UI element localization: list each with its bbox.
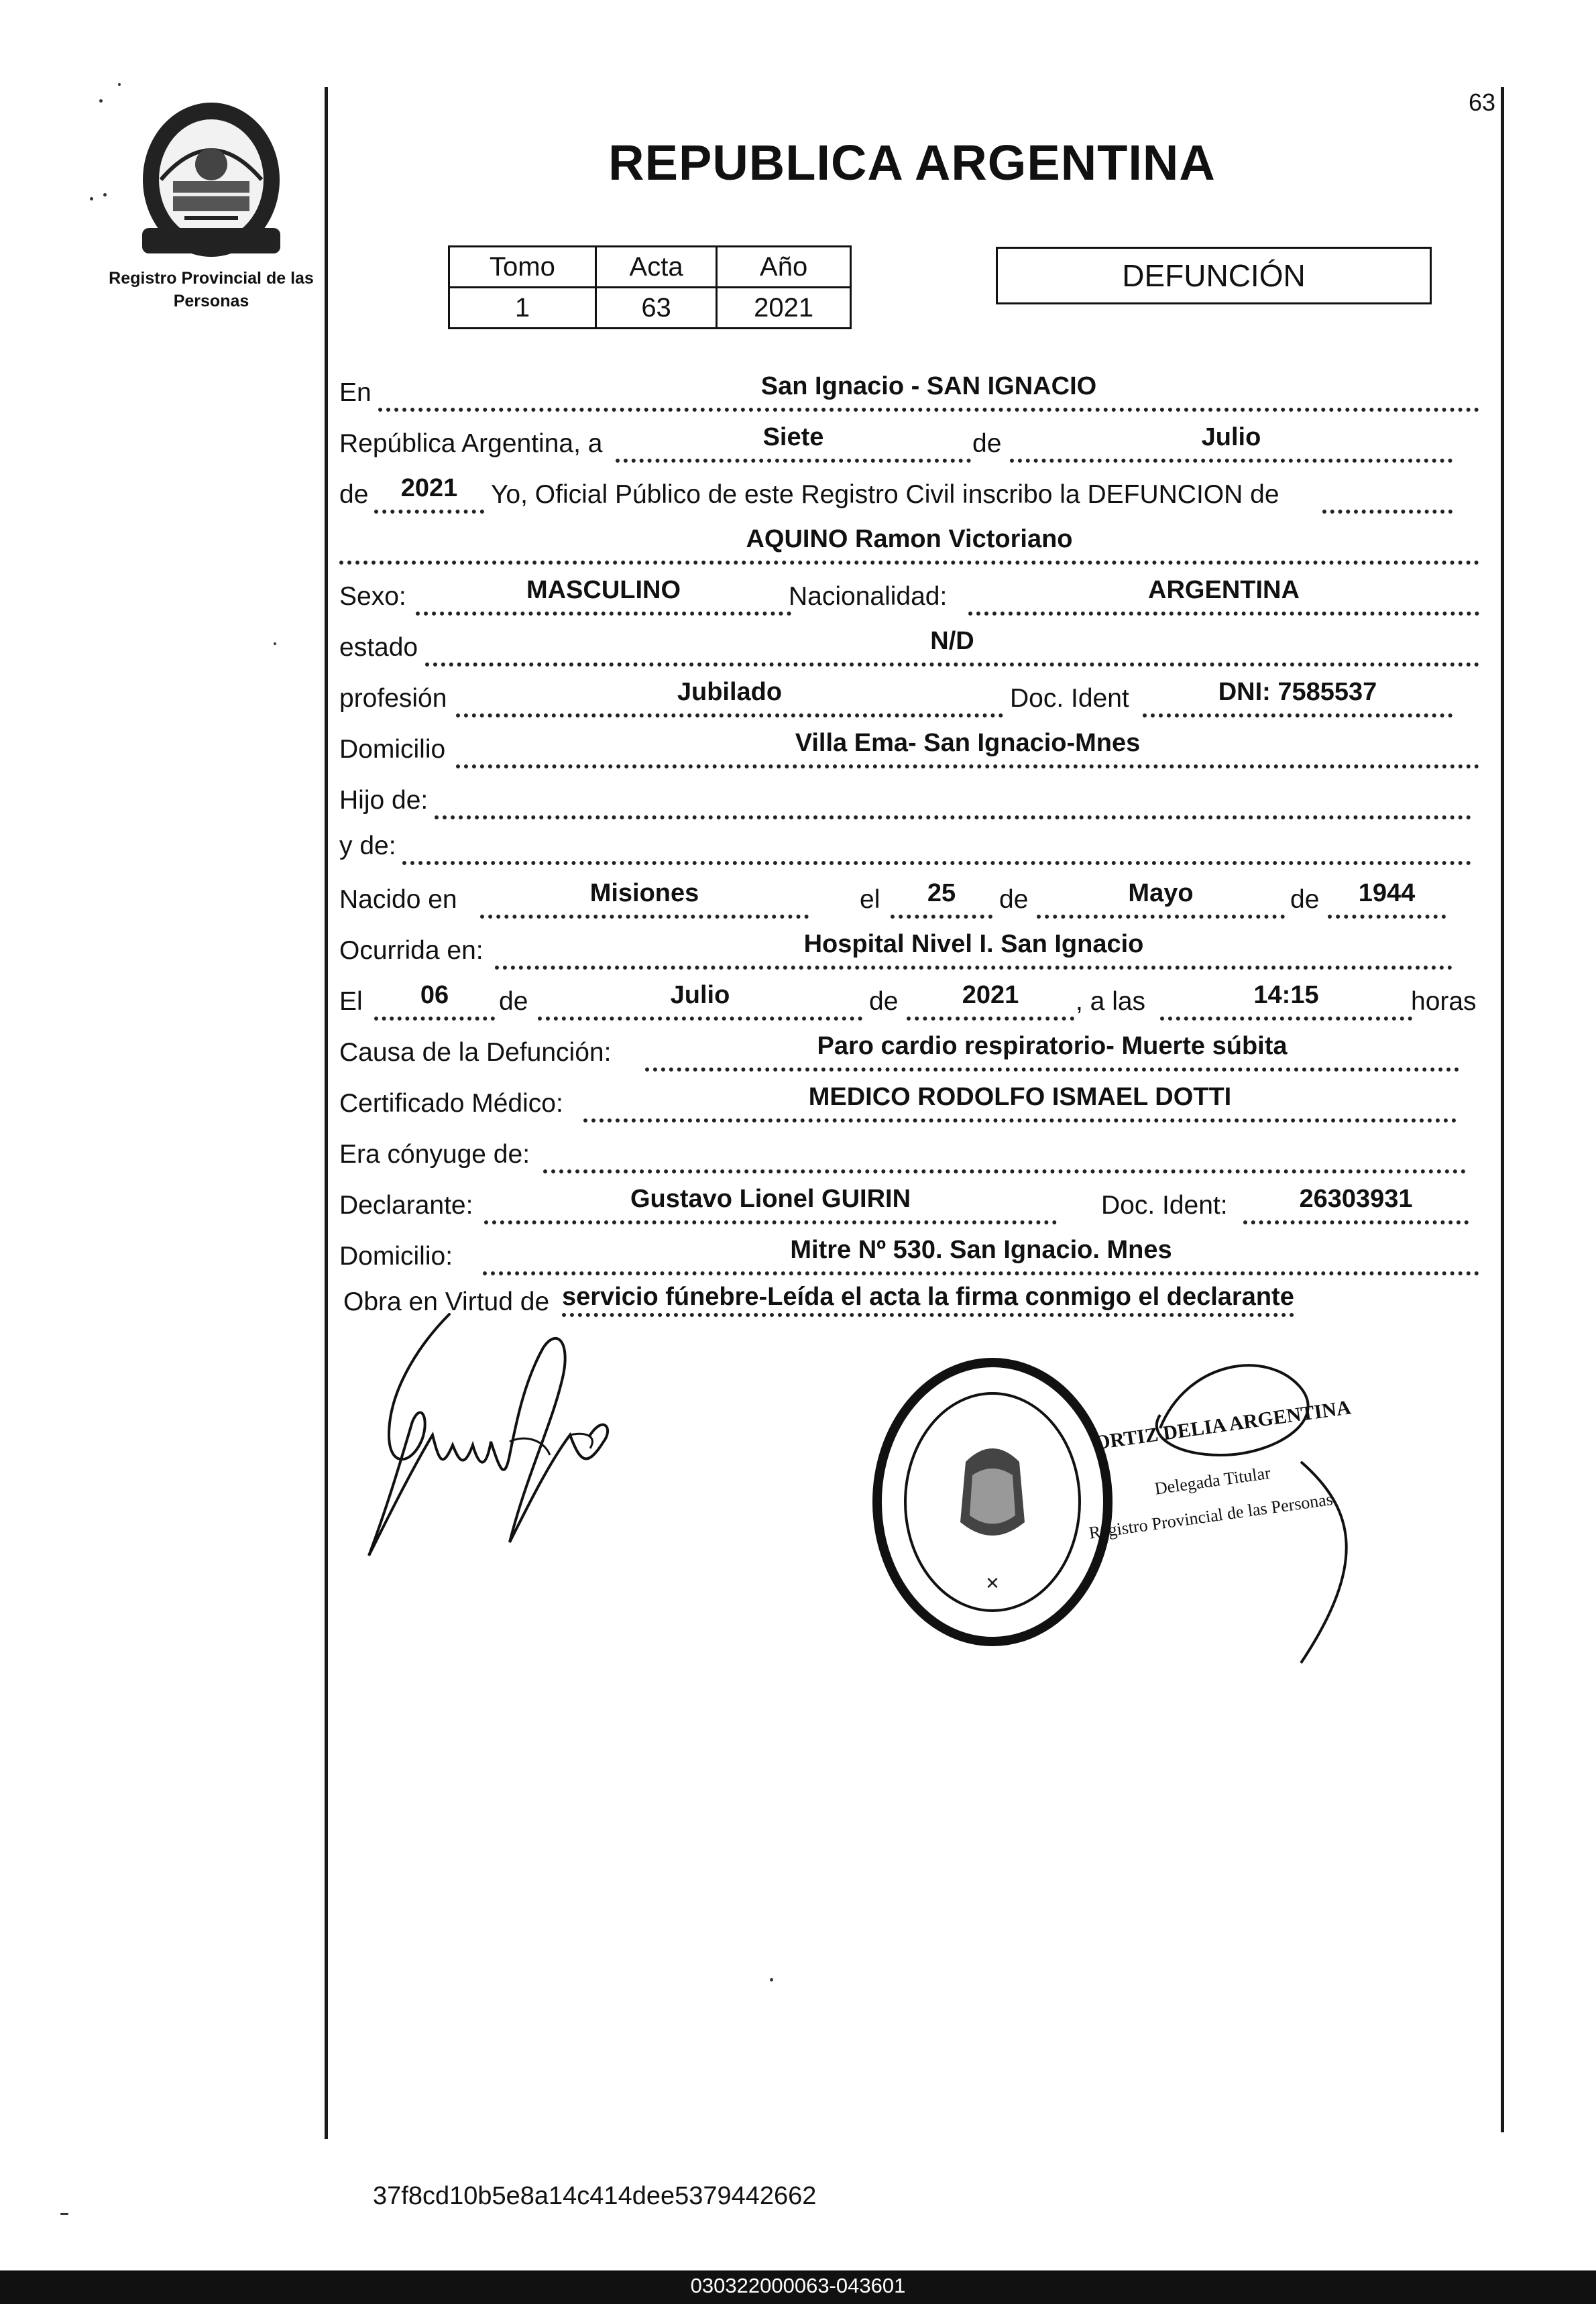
nacido-field: [480, 880, 809, 919]
month-field: [1010, 424, 1452, 463]
nacionalidad-label: Nacionalidad:: [789, 582, 948, 611]
document-code: 030322000063-043601: [690, 2274, 906, 2297]
official-seal: [872, 1348, 1435, 1670]
row-nacido: [339, 881, 1479, 919]
death-el-label: El: [339, 987, 363, 1016]
death-month-field: [538, 982, 862, 1021]
declarante-domicilio-field: [483, 1236, 1479, 1275]
row-name: [339, 527, 1479, 565]
row-republica: [339, 425, 1479, 463]
row-profesion: [339, 680, 1479, 717]
record-table-header-acta: Acta: [595, 247, 716, 288]
declarante-doc-value: 26303931: [1299, 1185, 1413, 1213]
day-value: Siete: [762, 423, 824, 451]
declarante-label: Declarante:: [339, 1191, 473, 1220]
birth-day-field: [891, 880, 992, 919]
year-de-label: de: [339, 480, 369, 509]
scan-speck: [118, 83, 121, 86]
row-declarante: [339, 1187, 1479, 1224]
death-alas-label: , a las: [1076, 987, 1146, 1016]
death-year-value: 2021: [962, 981, 1019, 1009]
month-de-label: de: [972, 429, 1002, 458]
page-number: 63: [1468, 89, 1495, 116]
birth-de-label: de: [999, 885, 1029, 914]
document-hash: 37f8cd10b5e8a14c414dee5379442662: [373, 2182, 817, 2210]
profesion-value: Jubilado: [677, 678, 783, 706]
declarant-signature: [349, 1301, 657, 1582]
birth-year-value: 1944: [1358, 879, 1416, 907]
causa-value: Paro cardio respiratorio- Muerte súbita: [817, 1032, 1288, 1060]
record-table-header-anio: Año: [717, 247, 851, 288]
nacionalidad-value: ARGENTINA: [1148, 576, 1300, 604]
obra-label: Obra en Virtud de: [343, 1287, 550, 1316]
en-value: San Ignacio - SAN IGNACIO: [760, 372, 1097, 400]
svg-text:✕: ✕: [985, 1574, 1000, 1593]
sexo-label: Sexo:: [339, 582, 406, 611]
month-value: Julio: [1201, 423, 1261, 451]
row-estado: [339, 629, 1479, 667]
death-time-value: 14:15: [1253, 981, 1319, 1009]
row-declarante-domicilio: [339, 1238, 1479, 1275]
scan-speck: [60, 2213, 68, 2215]
nacido-value: Misiones: [589, 879, 699, 907]
certificado-value: MEDICO RODOLFO ISMAEL DOTTI: [808, 1083, 1232, 1111]
year-field: [374, 475, 484, 514]
official-stamp-area: [872, 1348, 1435, 1670]
ocurrida-field: [495, 931, 1452, 970]
declarante-field: [484, 1186, 1057, 1224]
obra-value: servicio fúnebre-Leída el acta la firma conmigo el declarante: [562, 1283, 1294, 1317]
birth-de2-label: de: [1290, 885, 1320, 914]
conyuge-label: Era cónyuge de:: [339, 1140, 530, 1169]
birth-month-value: Mayo: [1128, 879, 1194, 907]
domicilio-field: [456, 730, 1479, 768]
row-ocurrida: [339, 932, 1479, 970]
inscribo-trailing-field: [1322, 475, 1452, 514]
doc-ident-field: [1143, 679, 1452, 717]
row-causa: [339, 1034, 1479, 1072]
province-logo: [134, 94, 288, 262]
nacionalidad-field: [968, 577, 1479, 616]
death-day-field: [374, 982, 495, 1021]
footer-bar: [0, 2270, 1596, 2304]
official-registry: Registro Provincial de las Personas: [1088, 1489, 1334, 1543]
scan-speck: [770, 1978, 773, 1981]
horas-label: horas: [1411, 987, 1477, 1016]
declarante-doc-field: [1243, 1186, 1469, 1224]
causa-label: Causa de la Defunción:: [339, 1038, 612, 1067]
death-time-field: [1160, 982, 1412, 1021]
declarante-value: Gustavo Lionel GUIRIN: [630, 1185, 911, 1213]
yde-field: [402, 826, 1471, 865]
ocurrida-label: Ocurrida en:: [339, 936, 483, 965]
death-day-value: 06: [420, 981, 449, 1009]
left-margin-line: [325, 87, 328, 2139]
row-sexo: [339, 578, 1479, 616]
inscribo-text: Yo, Oficial Público de este Registro Civil inscribo la DEFUNCION de: [491, 480, 1279, 509]
row-hijo: [339, 782, 1479, 819]
en-label: En: [339, 378, 372, 407]
row-conyuge: [339, 1136, 1479, 1173]
death-year-field: [907, 982, 1074, 1021]
doc-ident-label: Doc. Ident: [1010, 684, 1129, 713]
year-value: 2021: [400, 474, 458, 502]
en-field: [378, 373, 1479, 412]
conyuge-field: [543, 1135, 1466, 1173]
death-de2-label: de: [869, 987, 899, 1016]
estado-field: [425, 628, 1479, 667]
row-yde: [339, 827, 1479, 865]
day-field: [616, 424, 971, 463]
estado-value: N/D: [930, 627, 974, 655]
scan-speck: [274, 642, 276, 645]
birth-day-value: 25: [927, 879, 956, 907]
declarante-domicilio-value: Mitre Nº 530. San Ignacio. Mnes: [790, 1236, 1172, 1264]
doc-ident-value: DNI: 7585537: [1218, 678, 1377, 706]
estado-label: estado: [339, 633, 418, 662]
birth-month-field: [1037, 880, 1285, 919]
death-de-label: de: [499, 987, 528, 1016]
record-table-acta-value: 63: [595, 288, 716, 329]
yde-label: y de:: [339, 831, 396, 860]
hijo-field: [435, 781, 1471, 819]
row-year-inscribo: [339, 476, 1479, 514]
nacido-label: Nacido en: [339, 885, 457, 914]
row-certificado: [339, 1085, 1479, 1122]
registry-name: Registro Provincial de las Personas: [109, 269, 314, 310]
republica-label: República Argentina, a: [339, 429, 603, 458]
document-title: REPUBLICA ARGENTINA: [608, 135, 1216, 190]
official-role: Delegada Titular: [1153, 1462, 1272, 1499]
row-death-date: [339, 983, 1479, 1021]
record-table-header-tomo: Tomo: [449, 247, 596, 288]
sexo-value: MASCULINO: [526, 576, 681, 604]
scan-speck: [90, 197, 93, 200]
name-field: [339, 526, 1479, 565]
certificado-label: Certificado Médico:: [339, 1089, 563, 1118]
declarante-domicilio-label: Domicilio:: [339, 1242, 453, 1271]
official-name: ORTIZ DELIA ARGENTINA: [1093, 1396, 1353, 1454]
record-table: [448, 245, 852, 329]
certificado-field: [583, 1084, 1457, 1122]
birth-year-field: [1328, 880, 1446, 919]
domicilio-label: Domicilio: [339, 735, 446, 764]
profesion-field: [456, 679, 1003, 717]
scan-speck: [103, 193, 107, 196]
birth-el-label: el: [860, 885, 880, 914]
profesion-label: profesión: [339, 684, 447, 713]
ocurrida-value: Hospital Nivel I. San Ignacio: [803, 930, 1144, 958]
declarante-doc-label: Doc. Ident:: [1101, 1191, 1228, 1220]
row-domicilio: [339, 731, 1479, 768]
record-type-box: DEFUNCIÓN: [996, 247, 1432, 304]
sexo-field: [416, 577, 791, 616]
causa-field: [645, 1033, 1459, 1072]
scan-speck: [99, 99, 103, 103]
domicilio-value: Villa Ema- San Ignacio-Mnes: [795, 729, 1141, 757]
death-month-value: Julio: [670, 981, 730, 1009]
right-margin-line: [1501, 87, 1504, 2132]
record-table-anio-value: 2021: [717, 288, 851, 329]
hijo-label: Hijo de:: [339, 786, 429, 815]
row-en: [339, 374, 1479, 412]
record-table-tomo-value: 1: [449, 288, 596, 329]
deceased-name-value: AQUINO Ramon Victoriano: [746, 525, 1073, 553]
